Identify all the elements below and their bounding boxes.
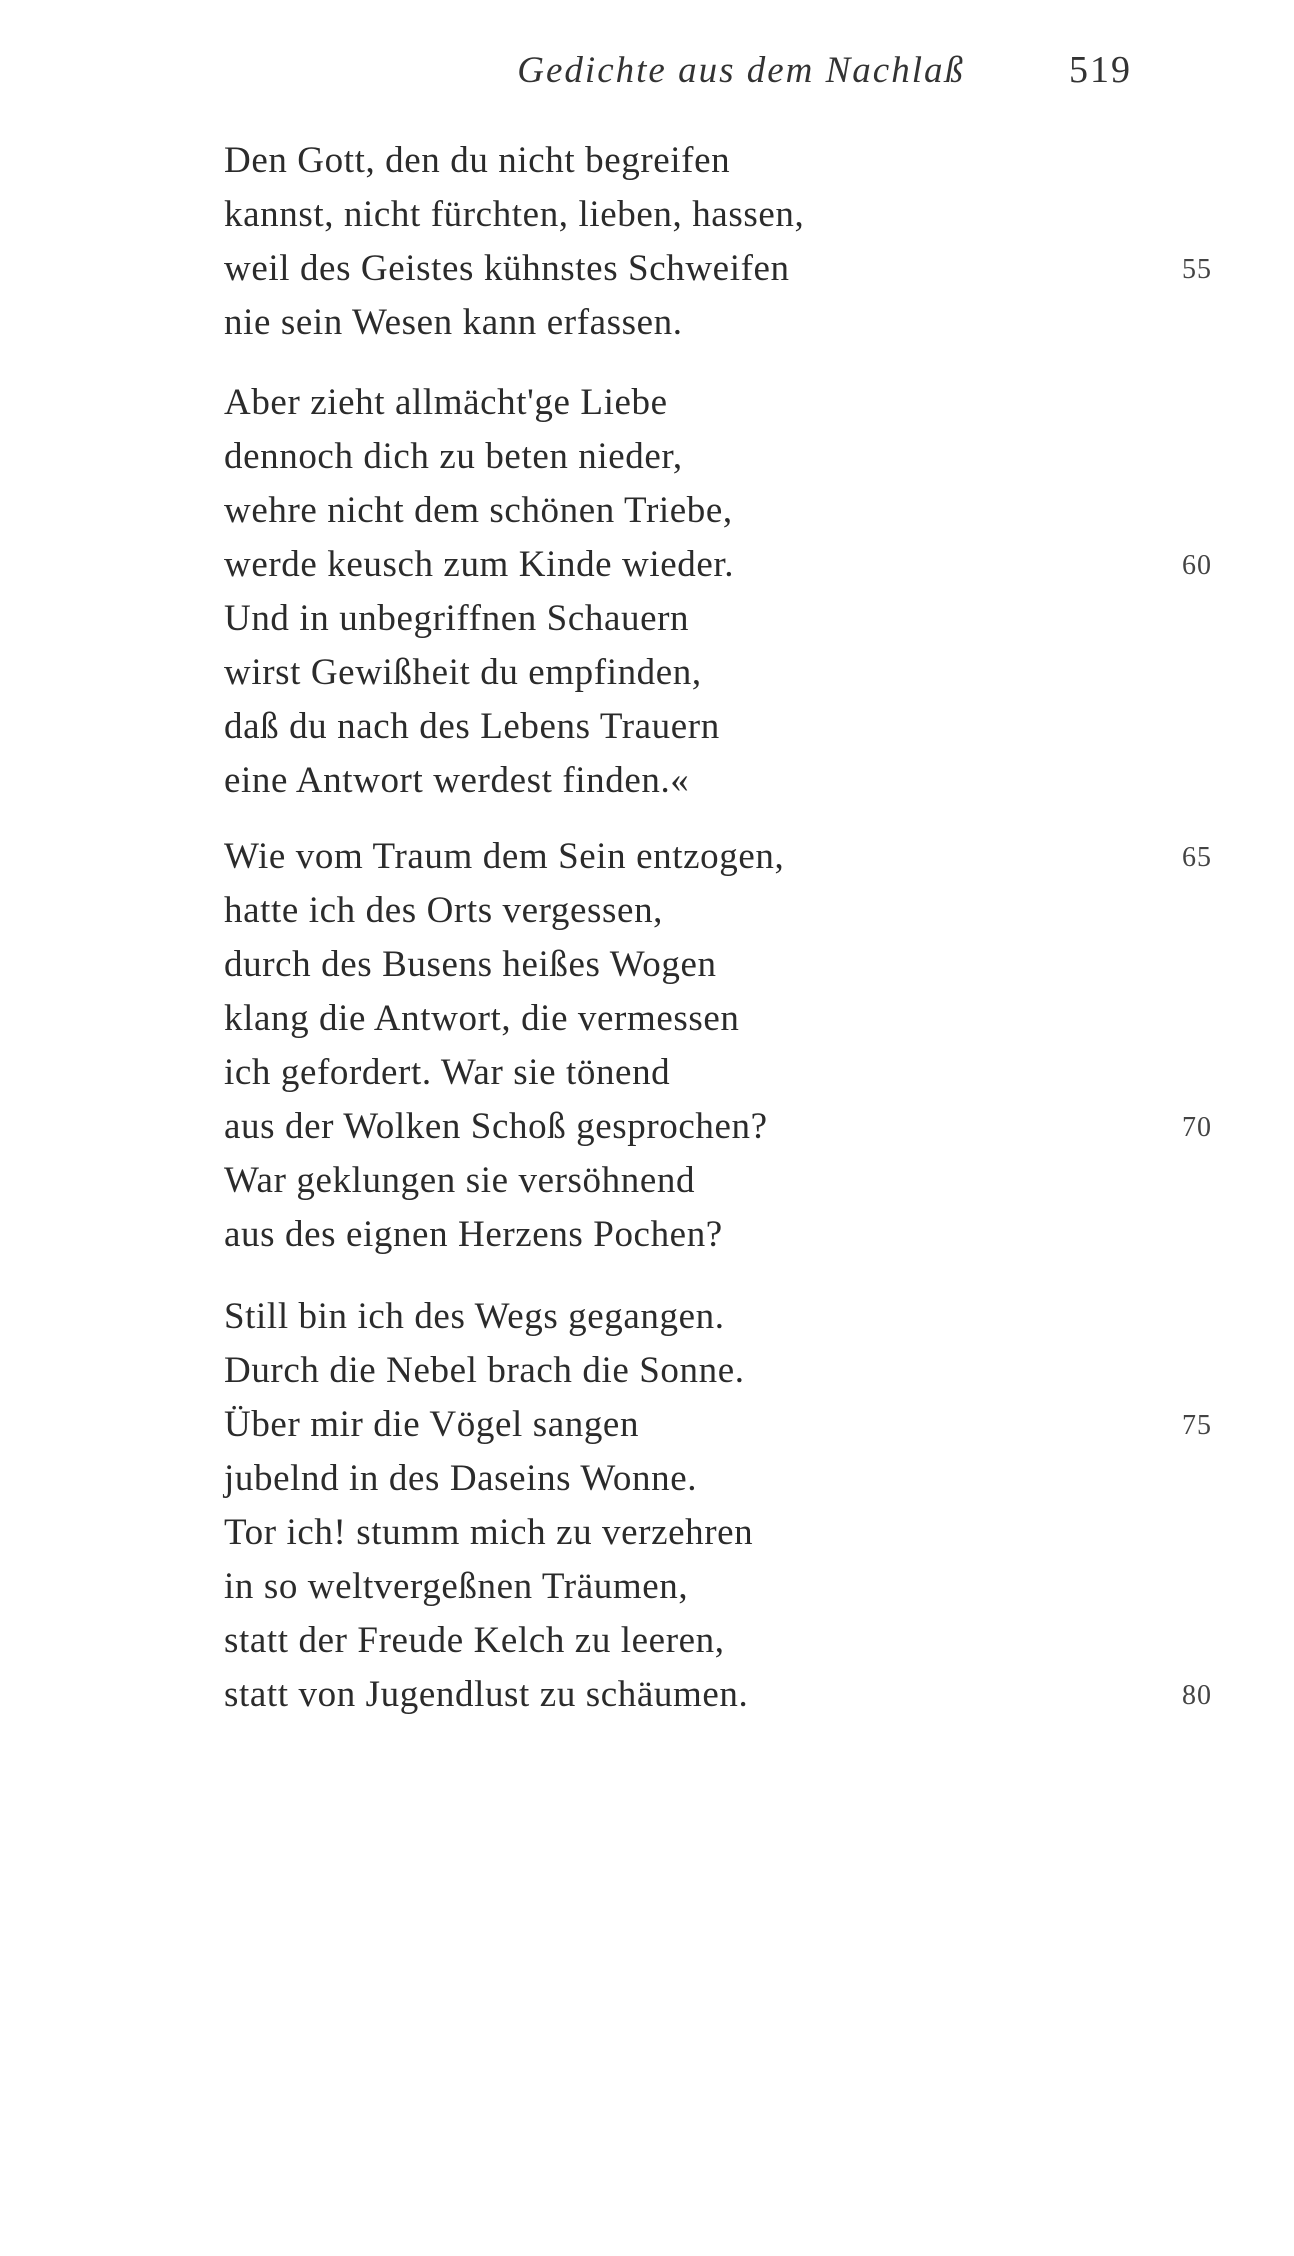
verse-line: dennoch dich zu beten nieder, <box>224 436 683 477</box>
verse-line: wirst Gewißheit du empfinden, <box>224 652 702 693</box>
verse-line: War geklungen sie versöhnend <box>224 1160 696 1201</box>
verse-line: jubelnd in des Daseins Wonne. <box>224 1458 698 1499</box>
verse-line: ich gefordert. War sie tönend <box>224 1052 671 1093</box>
verse-line: aus des eignen Herzens Pochen? <box>224 1214 723 1255</box>
verse-line: Wie vom Traum dem Sein entzogen, <box>224 836 785 877</box>
verse-line: Über mir die Vögel sangen <box>224 1404 640 1445</box>
verse-line: wehre nicht dem schönen Triebe, <box>224 490 733 531</box>
line-number: 60 <box>1182 550 1212 581</box>
verse-line: Durch die Nebel brach die Sonne. <box>224 1350 745 1391</box>
verse-line: hatte ich des Orts vergessen, <box>224 890 664 931</box>
verse-line: Aber zieht allmächt'ge Liebe <box>224 382 668 423</box>
line-number: 55 <box>1182 254 1212 285</box>
verse-line: daß du nach des Lebens Trauern <box>224 706 720 747</box>
verse-line: Den Gott, den du nicht begreifen <box>224 140 731 181</box>
running-title: Gedichte aus dem Nachlaß <box>517 50 965 91</box>
verse-line: Still bin ich des Wegs gegangen. <box>224 1296 725 1337</box>
verse-line: eine Antwort werdest finden.« <box>224 760 690 801</box>
verse-line: kannst, nicht fürchten, lieben, hassen, <box>224 194 805 235</box>
verse-line: werde keusch zum Kinde wieder. <box>224 544 735 585</box>
line-number: 70 <box>1182 1112 1212 1143</box>
running-head <box>517 48 1132 104</box>
verse-line: Und in unbegriffnen Schauern <box>224 598 690 639</box>
line-number: 75 <box>1182 1410 1212 1441</box>
verse-line: weil des Geistes kühnstes Schweifen <box>224 248 790 289</box>
verse-line: statt der Freude Kelch zu leeren, <box>224 1620 725 1661</box>
line-number: 65 <box>1182 842 1212 873</box>
verse-line: Tor ich! stumm mich zu verzehren <box>224 1512 754 1553</box>
verse-line: nie sein Wesen kann erfassen. <box>224 302 683 343</box>
verse-line: durch des Busens heißes Wogen <box>224 944 717 985</box>
verse-line: statt von Jugendlust zu schäumen. <box>224 1674 749 1715</box>
verse-line: aus der Wolken Schoß gesprochen? <box>224 1106 768 1147</box>
verse-line: in so weltvergeßnen Träumen, <box>224 1566 689 1607</box>
verse-line: klang die Antwort, die vermessen <box>224 998 740 1039</box>
page-number: 519 <box>1069 49 1132 91</box>
line-number: 80 <box>1182 1680 1212 1711</box>
